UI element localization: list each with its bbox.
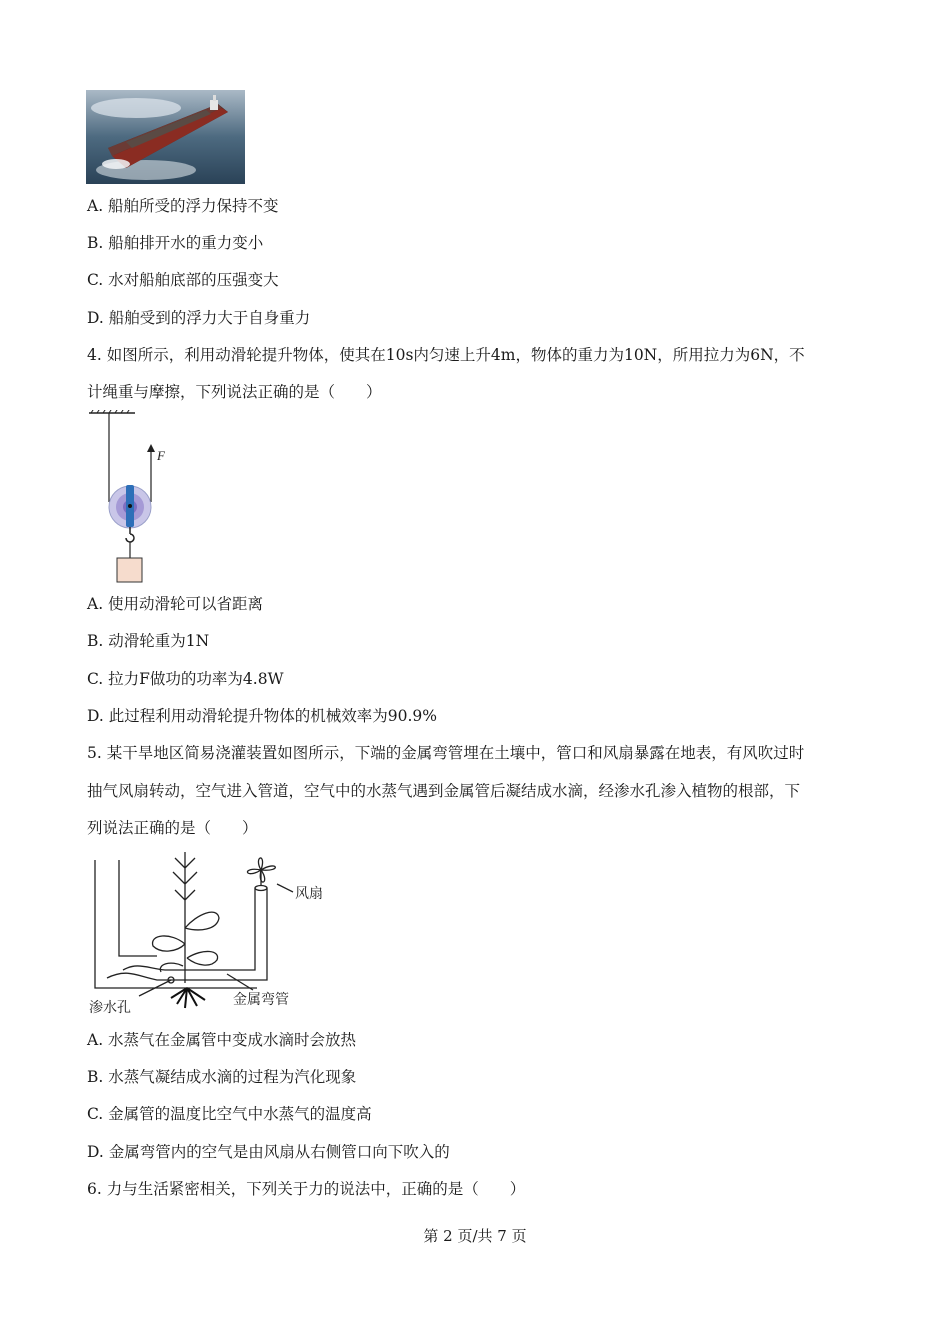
- q5-option-c: C. 金属管的温度比空气中水蒸气的温度高: [87, 1105, 372, 1123]
- irrigation-figure: [87, 848, 347, 1020]
- q4-stem-line2: 计绳重与摩擦，下列说法正确的是（ ）: [87, 383, 382, 401]
- q4-option-c: C. 拉力F做功的功率为4.8W: [87, 670, 284, 688]
- q4-option-a: A. 使用动滑轮可以省距离: [87, 595, 264, 613]
- force-label: F: [157, 448, 165, 463]
- q5-option-d: D. 金属弯管内的空气是由风扇从右侧管口向下吹入的: [87, 1143, 450, 1161]
- q5-stem-line1: 5. 某干旱地区简易浇灌装置如图所示，下端的金属弯管埋在土壤中，管口和风扇暴露在地表，有风吹过时: [87, 744, 805, 762]
- label-pipe: 金属弯管: [233, 992, 289, 1008]
- q4-option-b: B. 动滑轮重为1N: [87, 632, 210, 650]
- q4-option-d: D. 此过程利用动滑轮提升物体的机械效率为90.9%: [87, 707, 437, 725]
- q3-option-a: A. 船舶所受的浮力保持不变: [87, 197, 279, 215]
- pulley-figure: [87, 410, 197, 586]
- q3-option-b: B. 船舶排开水的重力变小: [87, 234, 264, 252]
- q5-option-a: A. 水蒸气在金属管中变成水滴时会放热: [87, 1031, 357, 1049]
- hook: [126, 527, 134, 542]
- q5-stem-line3: 列说法正确的是（ ）: [87, 819, 258, 837]
- q3-option-c: C. 水对船舶底部的压强变大: [87, 271, 279, 289]
- page-footer: 第 2 页/共 7 页: [423, 1227, 527, 1245]
- q4-stem-line1: 4. 如图所示，利用动滑轮提升物体，使其在10s内匀速上升4m，物体的重力为10N，所用拉力为6N，不: [87, 346, 805, 364]
- label-fan: 风扇: [295, 886, 323, 902]
- weight-block: [117, 558, 142, 582]
- force-arrow: [147, 444, 155, 452]
- q3-option-d: D. 船舶受到的浮力大于自身重力: [87, 309, 311, 327]
- roots: [171, 988, 205, 1008]
- label-hole: 渗水孔: [89, 1000, 131, 1016]
- q5-option-b: B. 水蒸气凝结成水滴的过程为汽化现象: [87, 1068, 357, 1086]
- ship-photo: [86, 90, 245, 184]
- q6-stem: 6. 力与生活紧密相关，下列关于力的说法中，正确的是（ ）: [87, 1180, 526, 1198]
- q5-stem-line2: 抽气风扇转动，空气进入管道，空气中的水蒸气遇到金属管后凝结成水滴，经渗水孔渗入植物的根部，下: [87, 782, 801, 800]
